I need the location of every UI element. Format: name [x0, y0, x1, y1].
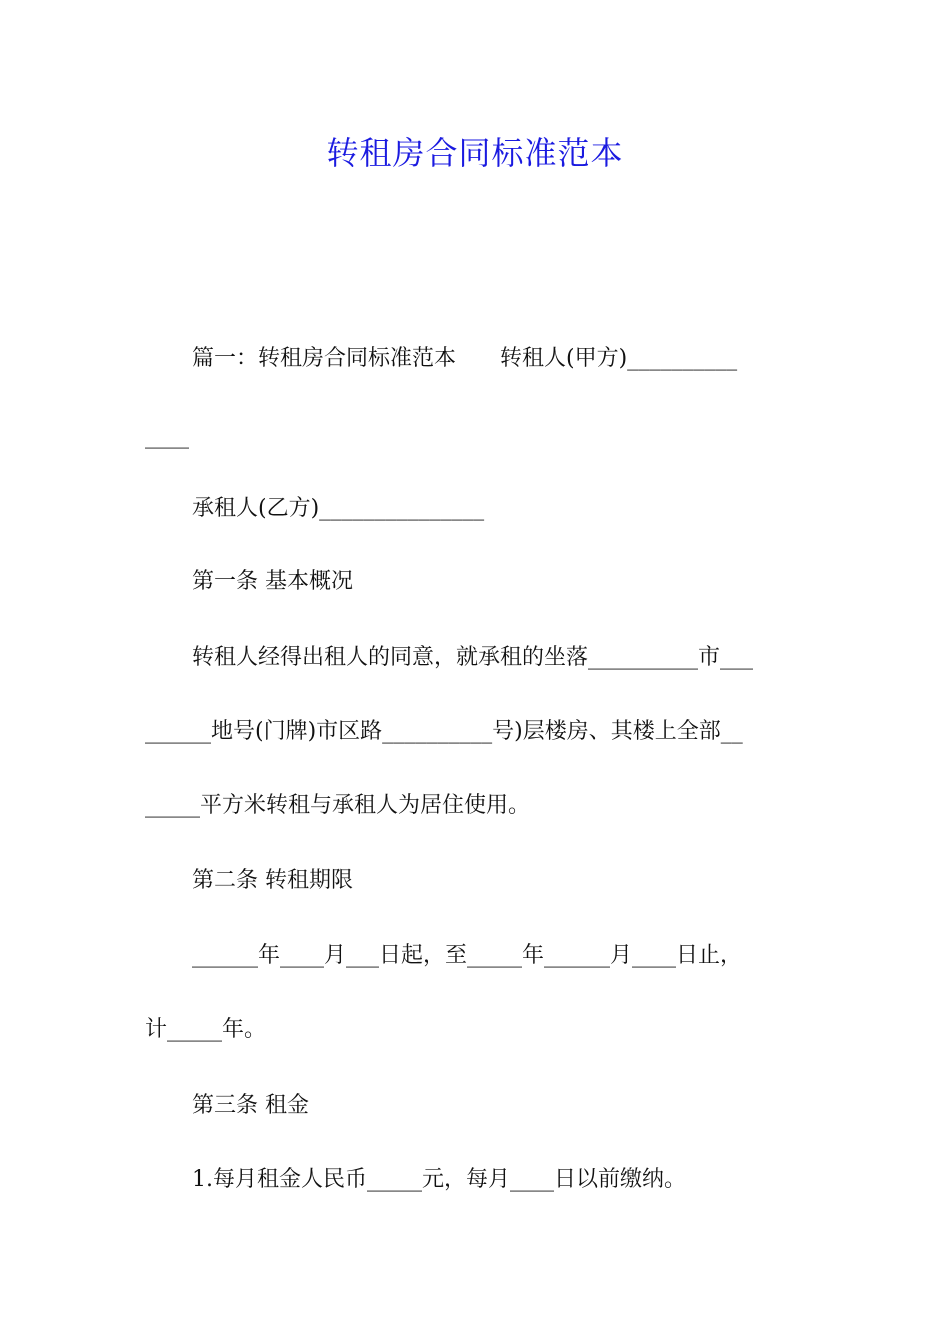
document-title: 转租房合同标准范本 [326, 134, 624, 172]
paragraph-line-3: 承租人(乙方)_______________ [192, 496, 485, 521]
section-heading-2: 第二条 转租期限 [192, 868, 353, 893]
section-heading-1: 第一条 基本概况 [192, 569, 353, 594]
section-heading-3: 第三条 租金 [192, 1093, 309, 1118]
paragraph-line-6: ______地号(门牌)市区路__________号)层楼房、其楼上全部__ [145, 719, 743, 744]
paragraph-line-10: 计_____年。 [145, 1017, 267, 1042]
paragraph-line-12: 1.每月租金人民币_____元，每月____日以前缴纳。 [192, 1167, 686, 1192]
paragraph-line-9: ______年____月___日起，至_____年______月____日止， [192, 943, 743, 968]
paragraph-line-2: ____ [145, 424, 189, 449]
paragraph-line-5: 转租人经得出租人的同意，就承租的坐落__________市___ [192, 645, 754, 670]
paragraph-line-7: _____平方米转租与承租人为居住使用。 [145, 793, 531, 818]
paragraph-line-1: 篇一：转租房合同标准范本 转租人(甲方)__________ [192, 346, 738, 371]
